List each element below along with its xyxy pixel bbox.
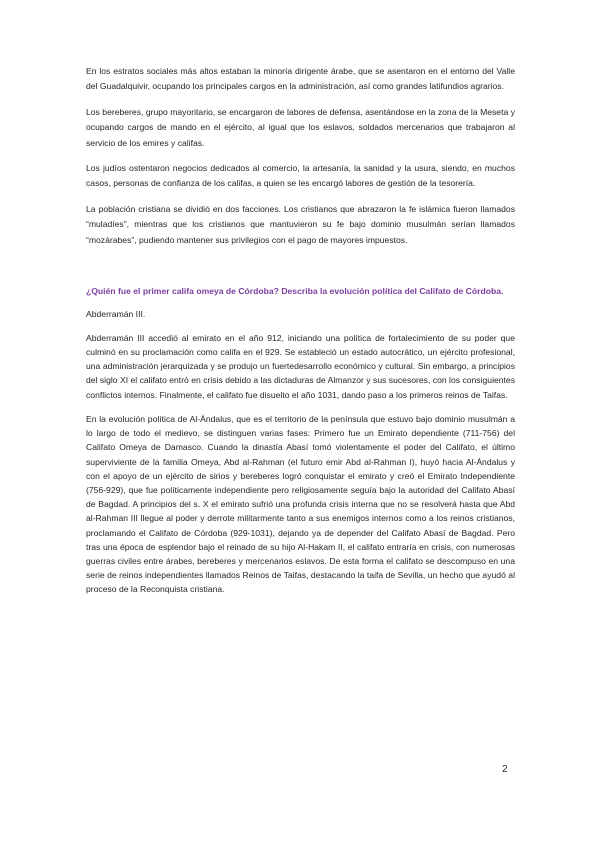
paragraph-cristianos: La población cristiana se dividió en dos facciones. Los cristianos que abrazaron la fe islámica fueron llamados “muladíes”, mientras que los cristianos que mantuvieron su fe bajo dominio musulmán serían llamados “mozárabes”, pudiendo mantener sus privilegios con el pago de mayores impuestos. <box>86 203 515 245</box>
paragraph-arabes: En los estratos sociales más altos estaban la minoría dirigente árabe, que se asentaron en el entorno del Valle del Guadalquivir, ocupando los principales cargos en la administración, así como grandes latifundios agrarios. <box>86 66 515 92</box>
page-number: 2 <box>502 764 508 775</box>
question-heading: ¿Quién fue el primer califa omeya de Córdoba? Describa la evolución política del Califato de Córdoba. <box>86 286 504 297</box>
answer-short: Abderramán III. <box>86 309 146 320</box>
paragraph-judios: Los judíos ostentaron negocios dedicados al comercio, la artesanía, la sanidad y la usura, siendo, en muchos casos, personas de confianza de los califas, a quien se les encargó labores de gestión de la tesorería. <box>86 163 515 189</box>
paragraph-bereberes: Los bereberes, grupo mayoritario, se encargaron de labores de defensa, asentándose en la zona de la Meseta y ocupando cargos de mando en el ejército, al igual que los eslavos, soldados mercenarios que trabajaron al servicio de los emires y califas. <box>86 106 515 148</box>
answer-paragraph-evolucion: En la evolución política de Al-Ándalus, que es el territorio de la península que estuvo bajo dominio musulmán a lo largo de todo el medievo, se distinguen varias fases: Primero fue un Emirato dependiente (711-756) del Califato Omeya de Damasco. Cuando la dinastía Abasí tomó violentamente el poder del Califato, el último superviviente de la familia Omeya, Abd al-Rahman (el futuro emir Abd al-Rahman I), huyó hacia Al-Ándalus y con el apoyo de un ejército de sirios y bereberes logró conquistar el emirato y creó el Emirato Independiente (756-929), que fue políticamente independiente pero religiosamente seguía bajo la autoridad del Califato Abasí de Bagdad. A principios del s. X el emirato sufrió una profunda crisis interna que no se resolverá hasta que Abd al-Rahman III llegue al poder y derrote militarmente tanto a sus enemigos internos como a los reinos cristianos, proclamando el Califato de Córdoba (929-1031), dejando ya de depender del Califato Abasí de Bagdad. Pero tras una época de esplendor bajo el reinado de su hijo Al-Hakam II, el califato entraría en crisis, con numerosas guerras civiles entre árabes, bereberes y mercenarios eslavos. De esta forma el califato se descompuso en una serie de reinos independientes llamados Reinos de Taifas, destacando la taifa de Sevilla, un hecho que ayudó al proceso de la Reconquista cristiana. <box>86 413 515 595</box>
answer-paragraph-abderraman: Abderramán III accedió al emirato en el año 912, iniciando una política de fortalecimiento de su poder que culminó en su proclamación como califa en el 929. Se estableció un estado autocrático, un ejército profesional, una administración jerarquizada y se produjo un fuertedesarrollo económico y cultural. Sin embargo, a principios del siglo XI el califato entró en crisis debido a las dictaduras de Almanzor y sus sucesores, con los consiguientes conflictos internos. Finalmente, el califato fue disuelto el año 1031, dando paso a los primeros reinos de Taifas. <box>86 332 515 400</box>
page-content <box>86 64 515 607</box>
